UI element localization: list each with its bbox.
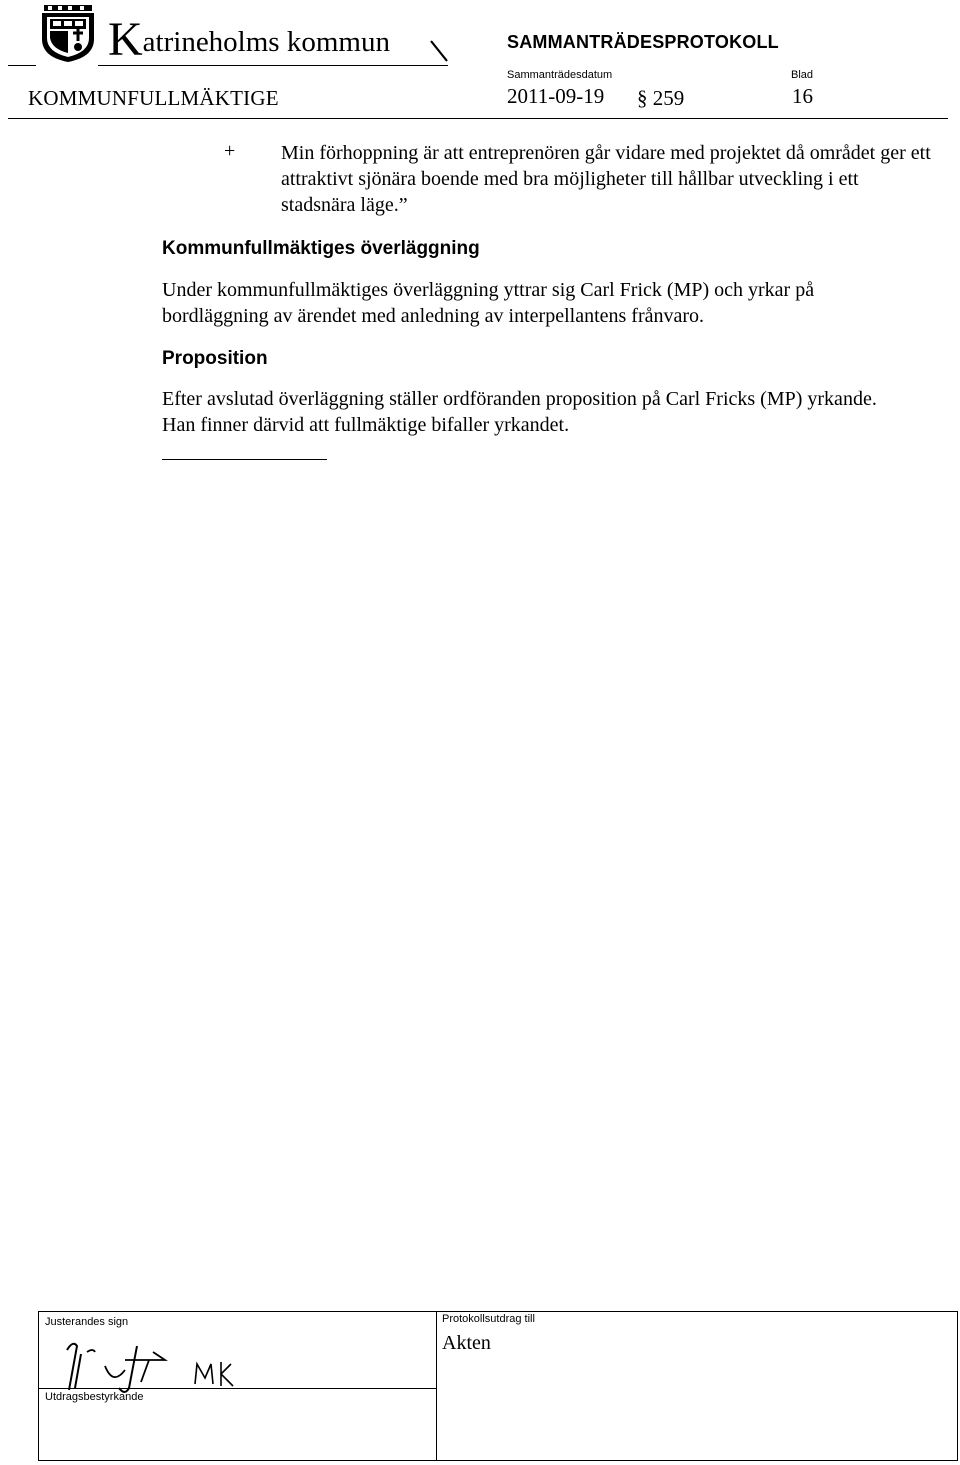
bullet-marker: + bbox=[224, 140, 236, 162]
organization-name bbox=[108, 13, 390, 66]
extract-certification-label: Utdragsbestyrkande bbox=[45, 1391, 144, 1403]
coat-of-arms-icon bbox=[38, 5, 98, 63]
section-symbol: § bbox=[637, 86, 648, 110]
adjusters-signature-label: Justerandes sign bbox=[45, 1316, 129, 1328]
extract-recipient-label: Protokollsutdrag till bbox=[442, 1313, 535, 1325]
heading-proposition: Proposition bbox=[162, 348, 268, 369]
footer-divider bbox=[436, 1311, 437, 1461]
meeting-date: 2011-09-19 bbox=[507, 84, 605, 108]
section-number bbox=[637, 86, 684, 111]
page-number: 16 bbox=[792, 84, 813, 108]
organization-initial: K bbox=[108, 13, 143, 66]
header-divider bbox=[8, 118, 948, 119]
committee-name: KOMMUNFULLMÄKTIGE bbox=[28, 86, 279, 110]
heading-deliberation: Kommunfullmäktiges överläggning bbox=[162, 238, 480, 259]
extract-recipient: Akten bbox=[442, 1332, 491, 1354]
section-value: 259 bbox=[652, 86, 685, 110]
document-title: SAMMANTRÄDESPROTOKOLL bbox=[507, 32, 779, 52]
quote-paragraph: Min förhoppning är att entreprenören går vidare med projektet då området ger ett attraktivt sjönära boende med bra möjligheter till hållbar utveckling i ett stadsnära läge.” bbox=[281, 142, 931, 216]
handwritten-signature bbox=[55, 1330, 275, 1400]
page-label: Blad bbox=[791, 69, 814, 81]
deliberation-paragraph: Under kommunfullmäktiges överläggning yttrar sig Carl Frick (MP) och yrkar på bordläggning av ärendet med anledning av interpellantens frånvaro. bbox=[162, 279, 815, 327]
backslash-mark-icon bbox=[430, 40, 448, 62]
meeting-date-label: Sammanträdesdatum bbox=[507, 69, 613, 81]
header-rule-left bbox=[8, 65, 36, 66]
organization-underline bbox=[98, 65, 448, 66]
proposition-paragraph: Efter avslutad överläggning ställer ordföranden proposition på Carl Fricks (MP) yrkande. Han finner därvid att fullmäktige bifaller yrkandet. bbox=[162, 388, 877, 436]
organization-name-rest: atrineholms kommun bbox=[142, 26, 390, 58]
end-of-section-rule bbox=[162, 459, 327, 460]
